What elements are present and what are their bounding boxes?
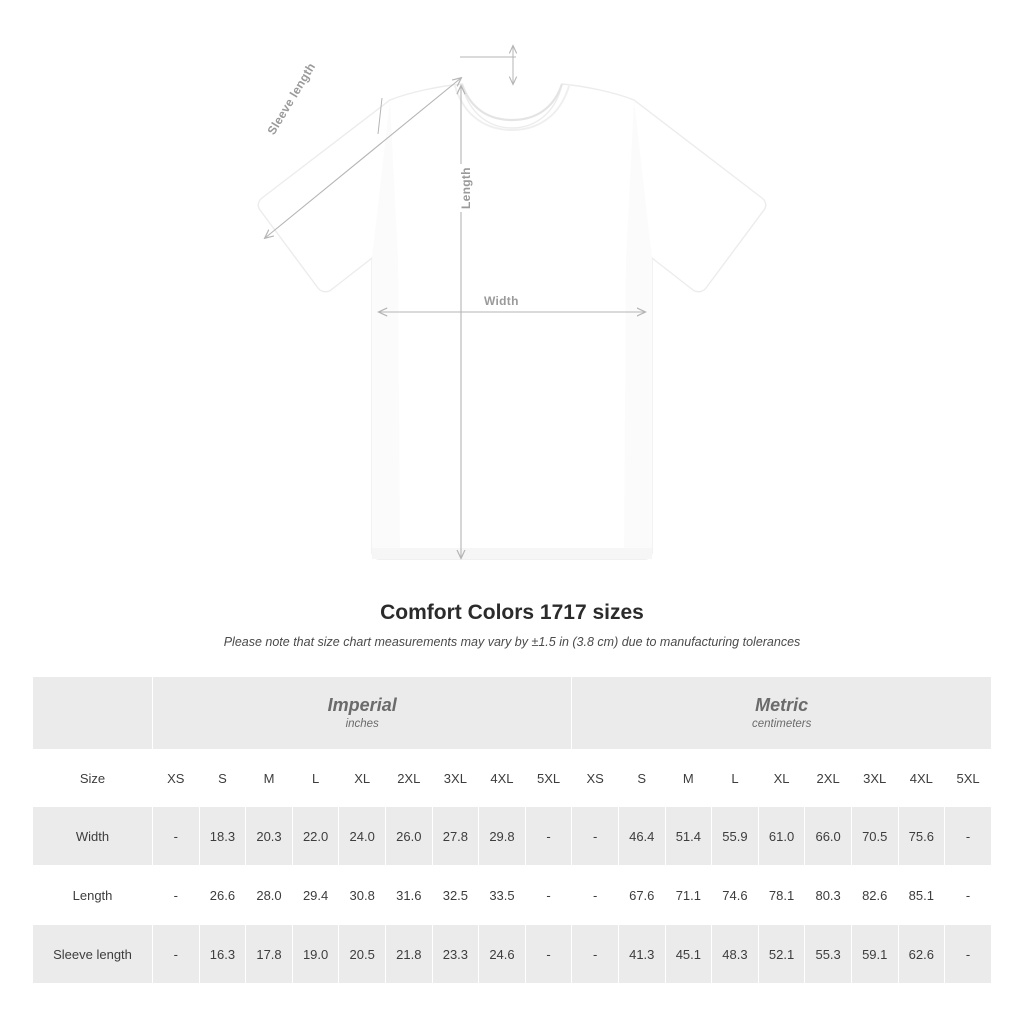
cell-length-metric-s: 67.6 [618, 866, 665, 925]
cell-sleeve-metric-xl: 52.1 [758, 925, 805, 984]
size-header-metric-m: M [665, 750, 712, 807]
cell-sleeve-imperial-2xl: 21.8 [385, 925, 432, 984]
cell-length-imperial-xl: 30.8 [339, 866, 386, 925]
cell-width-imperial-l: 22.0 [292, 807, 339, 866]
cell-sleeve-imperial-s: 16.3 [199, 925, 246, 984]
cell-length-metric-2xl: 80.3 [805, 866, 852, 925]
size-table-wrapper [32, 676, 992, 984]
cell-sleeve-metric-5xl: - [945, 925, 992, 984]
sleeve-length-label: Sleeve length [262, 57, 321, 140]
size-header-row [33, 750, 992, 807]
cell-length-imperial-s: 26.6 [199, 866, 246, 925]
cell-width-metric-xs: - [572, 807, 619, 866]
row-label-width: Width [33, 807, 153, 866]
table-row [33, 807, 992, 866]
cell-sleeve-metric-3xl: 59.1 [851, 925, 898, 984]
cell-sleeve-metric-2xl: 55.3 [805, 925, 852, 984]
cell-length-imperial-5xl: - [525, 866, 572, 925]
table-row [33, 925, 992, 984]
cell-width-imperial-xs: - [153, 807, 200, 866]
length-label: Length [458, 164, 474, 212]
size-header-imperial-xl: XL [339, 750, 386, 807]
size-header-imperial-xs: XS [153, 750, 200, 807]
size-header-imperial-4xl: 4XL [479, 750, 526, 807]
tolerance-note: Please note that size chart measurements may vary by ±1.5 in (3.8 cm) due to manufacturing tolerances [223, 635, 801, 649]
cell-width-metric-m: 51.4 [665, 807, 712, 866]
size-header-metric-s: S [618, 750, 665, 807]
unit-name-metric: Metric [755, 694, 809, 715]
cell-sleeve-imperial-l: 19.0 [292, 925, 339, 984]
cell-width-metric-xl: 61.0 [758, 807, 805, 866]
cell-width-metric-3xl: 70.5 [851, 807, 898, 866]
size-header-imperial-5xl: 5XL [525, 750, 572, 807]
cell-sleeve-imperial-3xl: 23.3 [432, 925, 479, 984]
cell-length-imperial-l: 29.4 [292, 866, 339, 925]
size-header-metric-5xl: 5XL [945, 750, 992, 807]
cell-sleeve-imperial-m: 17.8 [246, 925, 293, 984]
unit-header-row [33, 677, 992, 750]
cell-sleeve-metric-l: 48.3 [712, 925, 759, 984]
cell-sleeve-imperial-5xl: - [525, 925, 572, 984]
unit-sub-metric: centimeters [751, 718, 812, 731]
cell-width-metric-4xl: 75.6 [898, 807, 945, 866]
size-header-metric-2xl: 2XL [805, 750, 852, 807]
size-header-imperial-l: L [292, 750, 339, 807]
unit-header-metric [572, 677, 992, 750]
cell-length-imperial-4xl: 33.5 [479, 866, 526, 925]
cell-length-metric-5xl: - [945, 866, 992, 925]
cell-length-metric-xs: - [572, 866, 619, 925]
cell-width-imperial-5xl: - [525, 807, 572, 866]
size-header-metric-xs: XS [572, 750, 619, 807]
cell-length-metric-4xl: 85.1 [898, 866, 945, 925]
row-label-sleeve-length: Sleeve length [33, 925, 153, 984]
cell-length-imperial-xs: - [153, 866, 200, 925]
cell-sleeve-imperial-xs: - [153, 925, 200, 984]
size-header-imperial-m: M [246, 750, 293, 807]
page-title: Comfort Colors 1717 sizes [380, 601, 644, 624]
size-header-metric-l: L [712, 750, 759, 807]
cell-length-metric-3xl: 82.6 [851, 866, 898, 925]
cell-width-metric-5xl: - [945, 807, 992, 866]
row-label-length: Length [33, 866, 153, 925]
unit-sub-imperial: inches [345, 718, 379, 731]
size-label-cell: Size [33, 750, 153, 807]
size-header-metric-xl: XL [758, 750, 805, 807]
cell-sleeve-imperial-4xl: 24.6 [479, 925, 526, 984]
corner-cell [33, 677, 153, 750]
cell-sleeve-metric-4xl: 62.6 [898, 925, 945, 984]
cell-width-imperial-2xl: 26.0 [385, 807, 432, 866]
cell-sleeve-metric-m: 45.1 [665, 925, 712, 984]
cell-width-metric-s: 46.4 [618, 807, 665, 866]
cell-length-metric-xl: 78.1 [758, 866, 805, 925]
cell-width-imperial-4xl: 29.8 [479, 807, 526, 866]
size-header-imperial-3xl: 3XL [432, 750, 479, 807]
size-header-metric-3xl: 3XL [851, 750, 898, 807]
cell-length-imperial-3xl: 32.5 [432, 866, 479, 925]
size-header-metric-4xl: 4XL [898, 750, 945, 807]
cell-length-imperial-2xl: 31.6 [385, 866, 432, 925]
cell-length-imperial-m: 28.0 [246, 866, 293, 925]
cell-width-metric-l: 55.9 [712, 807, 759, 866]
cell-sleeve-imperial-xl: 20.5 [339, 925, 386, 984]
cell-width-imperial-m: 20.3 [246, 807, 293, 866]
size-table [32, 676, 992, 984]
cell-sleeve-metric-s: 41.3 [618, 925, 665, 984]
cell-width-imperial-s: 18.3 [199, 807, 246, 866]
size-header-imperial-2xl: 2XL [385, 750, 432, 807]
size-header-imperial-s: S [199, 750, 246, 807]
cell-length-metric-m: 71.1 [665, 866, 712, 925]
unit-header-imperial [153, 677, 572, 750]
table-row [33, 866, 992, 925]
cell-length-metric-l: 74.6 [712, 866, 759, 925]
cell-sleeve-metric-xs: - [572, 925, 619, 984]
title-block [0, 601, 1024, 649]
cell-width-metric-2xl: 66.0 [805, 807, 852, 866]
cell-width-imperial-xl: 24.0 [339, 807, 386, 866]
cell-width-imperial-3xl: 27.8 [432, 807, 479, 866]
unit-name-imperial: Imperial [327, 694, 397, 715]
width-label: Width [481, 293, 522, 309]
